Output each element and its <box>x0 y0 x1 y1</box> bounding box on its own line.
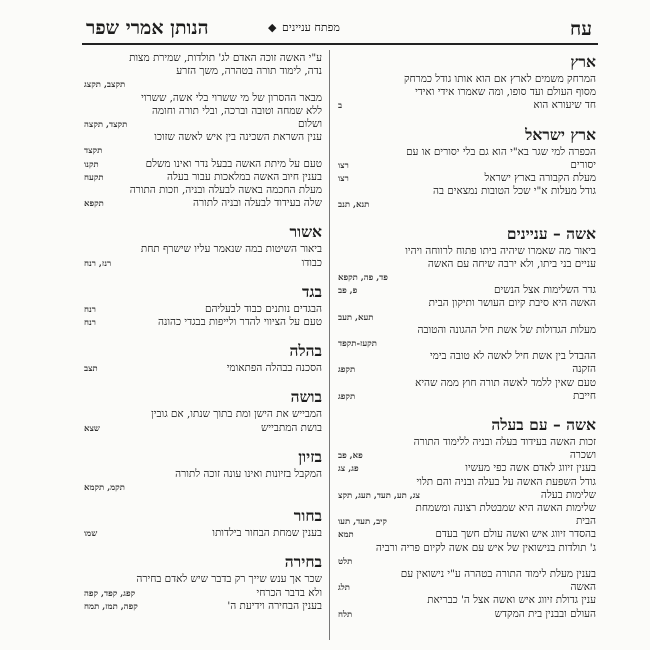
entry-line <box>338 462 596 475</box>
entry-line <box>338 198 596 211</box>
entry-line <box>84 158 322 171</box>
entry-line <box>338 311 596 324</box>
page-reference: קפה, תמז, תמח <box>84 601 138 612</box>
index-entry <box>84 447 322 494</box>
page-reference: רצו <box>338 160 349 171</box>
page-reference: תקצב, תקצג <box>84 80 126 91</box>
header-subtitle: מפתח עניינים <box>282 21 340 34</box>
entry-title: בהלה <box>289 341 322 361</box>
entry-line <box>338 185 596 198</box>
index-entry <box>84 552 322 613</box>
page-reference: פ, פב <box>338 286 358 297</box>
entry-title: בזיון <box>298 446 322 466</box>
entry-text: כבודו <box>301 256 322 269</box>
entry-line <box>84 303 322 316</box>
entry-line <box>338 271 596 284</box>
page-reference: רצו <box>338 174 349 185</box>
entry-text: מעלת החכמה באשה לבעלה ובניה, וזכות התורה <box>129 184 322 196</box>
entry-line <box>338 258 596 271</box>
entry-text: בענין חיוב האשה במלאכות עבור בעלה <box>167 170 322 183</box>
entry-text: טעם על הציווי להדר ולייפות בבגדי כהונה <box>158 316 322 329</box>
entry-title: ארץ <box>570 52 596 71</box>
header-rule <box>82 43 598 45</box>
entry-line <box>84 131 322 144</box>
entry-text: מבאר ההסרון של מי ששרוי בלי אשה, ששרוי <box>141 91 322 104</box>
page-reference: רנח <box>84 304 96 315</box>
entry-text: האשה היא סיבת קיום העושר ותיקון הבית <box>428 297 596 310</box>
entry-line <box>338 608 596 621</box>
entry-line <box>338 245 596 258</box>
entry-title: בגד <box>301 281 322 301</box>
entry-line <box>338 99 596 112</box>
index-entry <box>84 282 322 329</box>
entry-text: טעם שאין ללמד לאשה תורה חוץ ממה שהיא <box>415 376 596 389</box>
entry-text: בענין זיווג לאדם אשה כפי מעשיו <box>465 462 596 475</box>
index-entry <box>84 341 322 375</box>
entry-line <box>338 159 596 172</box>
entry-text: ההבדל בין אשת חיל לאשה לא טובה בימי <box>429 350 596 363</box>
entry-text: האשה <box>570 581 596 594</box>
page-reference: תעא, תעב <box>338 312 374 323</box>
left-column <box>84 52 322 644</box>
entry-line <box>338 594 596 607</box>
entry-text: ושכרה <box>569 449 596 462</box>
entry-line <box>84 171 322 184</box>
book-title: הנותן אמרי שפר <box>86 17 209 39</box>
index-entry <box>338 224 596 403</box>
entry-line <box>84 243 322 256</box>
entry-title: אשה – עניינים <box>506 223 596 243</box>
entry-line <box>338 146 596 159</box>
entry-line <box>84 78 322 91</box>
entry-text: גדר השלימות אצל הנשים <box>494 284 596 297</box>
entry-text: נדה, לימוד תורה בטהרה, משך הזרע <box>176 65 322 78</box>
page-reference: תקפג <box>338 365 356 376</box>
entry-line <box>338 86 596 99</box>
entry-line <box>338 502 596 515</box>
entry-line <box>338 581 596 594</box>
entry-text: טעם על מיתת האשה בבעל נדר ואינו משלם <box>145 157 322 170</box>
index-entry <box>84 52 322 210</box>
entry-line <box>338 390 596 403</box>
entry-line <box>84 118 322 131</box>
entry-text: הזקנה <box>572 363 596 376</box>
entry-line <box>338 297 596 310</box>
entry-title: בחירה <box>284 552 322 572</box>
entry-text: שלה בעידוד לבעלה ובניה לתורה <box>193 197 322 210</box>
entry-line <box>338 284 596 297</box>
index-entry <box>338 415 596 621</box>
entry-line <box>84 257 322 270</box>
page-reference: קיב, תעד, תעו <box>338 517 387 528</box>
entry-line <box>84 362 322 375</box>
index-entry <box>84 506 322 540</box>
entry-line <box>84 52 322 65</box>
entry-line <box>84 316 322 329</box>
page-reference: פד, פה, תקפא <box>338 273 388 284</box>
page-number: עח <box>570 18 592 40</box>
page-reference: תקפא <box>84 199 104 210</box>
entry-title: ארץ ישראל <box>525 124 596 144</box>
entry-text: שכר אך ענש שייך רק בדבר שיש לאדם בחירה <box>136 573 322 586</box>
entry-line <box>84 184 322 197</box>
index-entry <box>338 52 596 113</box>
entry-line <box>84 468 322 481</box>
entry-text: גודל מעלות א"י שכל הטובות נמצאים בה <box>432 185 596 198</box>
entry-text: מסוף העולם ועד סופו, ומה שאמרו אידי ואידי <box>415 86 596 99</box>
entry-title: אשה – עם בעלה <box>491 415 596 434</box>
entry-line <box>338 363 596 376</box>
page-reference: תנא, תנב <box>338 200 370 211</box>
entry-text: זכות האשה בעידוד בעלה ובניה ללימוד התורה <box>413 436 596 448</box>
entry-line <box>338 568 596 581</box>
entry-text: בענין שמחת הבחור בילדותו <box>212 527 322 540</box>
page-reference: ב <box>338 101 343 112</box>
page-reference: תלג <box>338 583 350 594</box>
entry-line <box>84 527 322 540</box>
entry-line <box>84 587 322 600</box>
entry-text: הבית <box>575 515 596 528</box>
entry-text: גודל השפעת האשה על בעלה ובניה והם תלוי <box>416 475 596 488</box>
entry-line <box>84 408 322 421</box>
entry-text: הכפרה למי שגר בא"י הוא גם בלי יסורים או עם <box>406 145 596 158</box>
page-reference: רנח <box>84 318 96 329</box>
entry-text: שלימות בעלה <box>540 488 596 501</box>
page-header <box>82 12 598 40</box>
column-divider <box>329 50 330 640</box>
entry-text: בענין הבחירה וידיעת ה' <box>227 599 322 612</box>
entry-text: ולא בדבר הכרחי <box>256 586 322 599</box>
page-reference: תצב <box>84 364 98 375</box>
page-reference: תלח <box>338 609 353 620</box>
entry-line <box>338 542 596 555</box>
entry-line <box>338 528 596 541</box>
entry-line <box>338 449 596 462</box>
entry-text: שלימות האשה היא שמבטלת רצונה ומשמחת <box>415 502 596 515</box>
entry-line <box>338 515 596 528</box>
right-column <box>338 52 596 644</box>
entry-text: ענין גדולת זיווג איש ואשה אצל ה' כבריאת <box>427 594 596 607</box>
index-entry <box>84 222 322 269</box>
entry-line <box>84 600 322 613</box>
entry-text: העולם ובבנין בית המקדש <box>494 607 596 620</box>
entry-text: הבגדים נותנים כבוד לבעליהם <box>204 302 322 315</box>
entry-text: ללא שמחה וטובה וברכה, ובלי תורה וחומה <box>151 104 322 117</box>
entry-line <box>84 573 322 586</box>
entry-text: מעלת הקבורה בארץ ישראל <box>484 172 596 185</box>
entry-line <box>84 197 322 210</box>
entry-line <box>338 555 596 568</box>
entry-text: עניים בני ביתו, ולא ירבה שיחה עם האשה <box>427 257 596 270</box>
page-reference: תמא <box>338 530 354 541</box>
entry-line <box>338 436 596 449</box>
entry-text: בהסדר זיווג איש ואשה עולם חשך בעדם <box>435 528 596 541</box>
page-reference: תלט <box>338 556 353 567</box>
index-entry <box>338 125 596 212</box>
entry-line <box>84 481 322 494</box>
entry-title: אשור <box>289 222 322 242</box>
entry-line <box>84 422 322 435</box>
entry-line <box>338 324 596 337</box>
entry-text: ושלום <box>297 118 322 130</box>
entry-text: ביאור מה שאמרו שיהיה ביתו פתוח לרווחה ויהיו <box>405 244 596 257</box>
entry-text: בענין מעלת לימוד התורה בטהרה ע"י נישואין עם <box>400 568 596 581</box>
entry-line <box>338 172 596 185</box>
entry-text: ג' תולדות בנישואין של איש עם אשה לקיום פריה ורביה <box>375 541 596 554</box>
header-separator-icon: ◆ <box>268 21 277 34</box>
entry-text: ע"י האשה זוכה האדם לג' תולדות, שמירת מצות <box>129 52 322 64</box>
entry-text: המבייש את הישן ומת בתוך שנתו, אם גובין <box>151 408 322 421</box>
entry-line <box>84 65 322 78</box>
entry-text: מעלות הגדולות של אשת חיל ההגונה והטובה <box>417 323 596 336</box>
entry-text: הסכנה בבהלה הפתאומי <box>226 362 322 375</box>
entry-line <box>338 377 596 390</box>
entry-text: המרחק משמים לארץ אם הוא אותו גודל כמרחק <box>403 73 596 85</box>
page-reference: תקצד, תקצה <box>84 120 128 130</box>
entry-text: חייבת <box>573 389 596 402</box>
page-reference: פג, צג <box>338 464 359 475</box>
page-reference: קפג, קפד, קפה <box>84 588 136 599</box>
entry-title: בושה <box>290 387 322 407</box>
entry-line <box>338 73 596 86</box>
entry-title: בחור <box>293 506 322 526</box>
page-reference: שמו <box>84 529 98 540</box>
page-reference: פא, פב <box>338 451 363 462</box>
entry-line <box>84 92 322 105</box>
index-entry <box>84 387 322 434</box>
page-reference: תקנו <box>84 159 99 170</box>
entry-line <box>338 489 596 502</box>
page-reference: תקפג <box>338 391 356 402</box>
entry-line <box>84 144 322 157</box>
entry-text: חד שיעורא הוא <box>533 99 596 112</box>
page-reference: שצא <box>84 423 100 434</box>
entry-text: ביאור השיטות במה שנאמר עליו שישרף תחת <box>140 243 322 256</box>
page-reference: תקצד <box>84 146 103 157</box>
entry-line <box>84 105 322 118</box>
page-reference: רנז, רנח <box>84 258 112 269</box>
entry-line <box>338 337 596 350</box>
page-reference: תקעח <box>84 172 104 183</box>
page-reference: תקמ, תקמא <box>84 483 125 494</box>
entry-line <box>338 476 596 489</box>
entry-text: המקבל בזיונות ואינו עונה זוכה לתורה <box>175 467 322 480</box>
entry-text: ענין השראת השכינה בין איש לאשה שזוכו <box>154 131 322 144</box>
entry-text: יסורים <box>570 158 596 171</box>
page-reference: תקעז-תקפד <box>338 339 377 349</box>
page-reference: צג, תע, תעד, תעג, תקצ <box>338 490 420 501</box>
entry-line <box>338 350 596 363</box>
entry-text: בושת המתבייש <box>261 421 322 434</box>
